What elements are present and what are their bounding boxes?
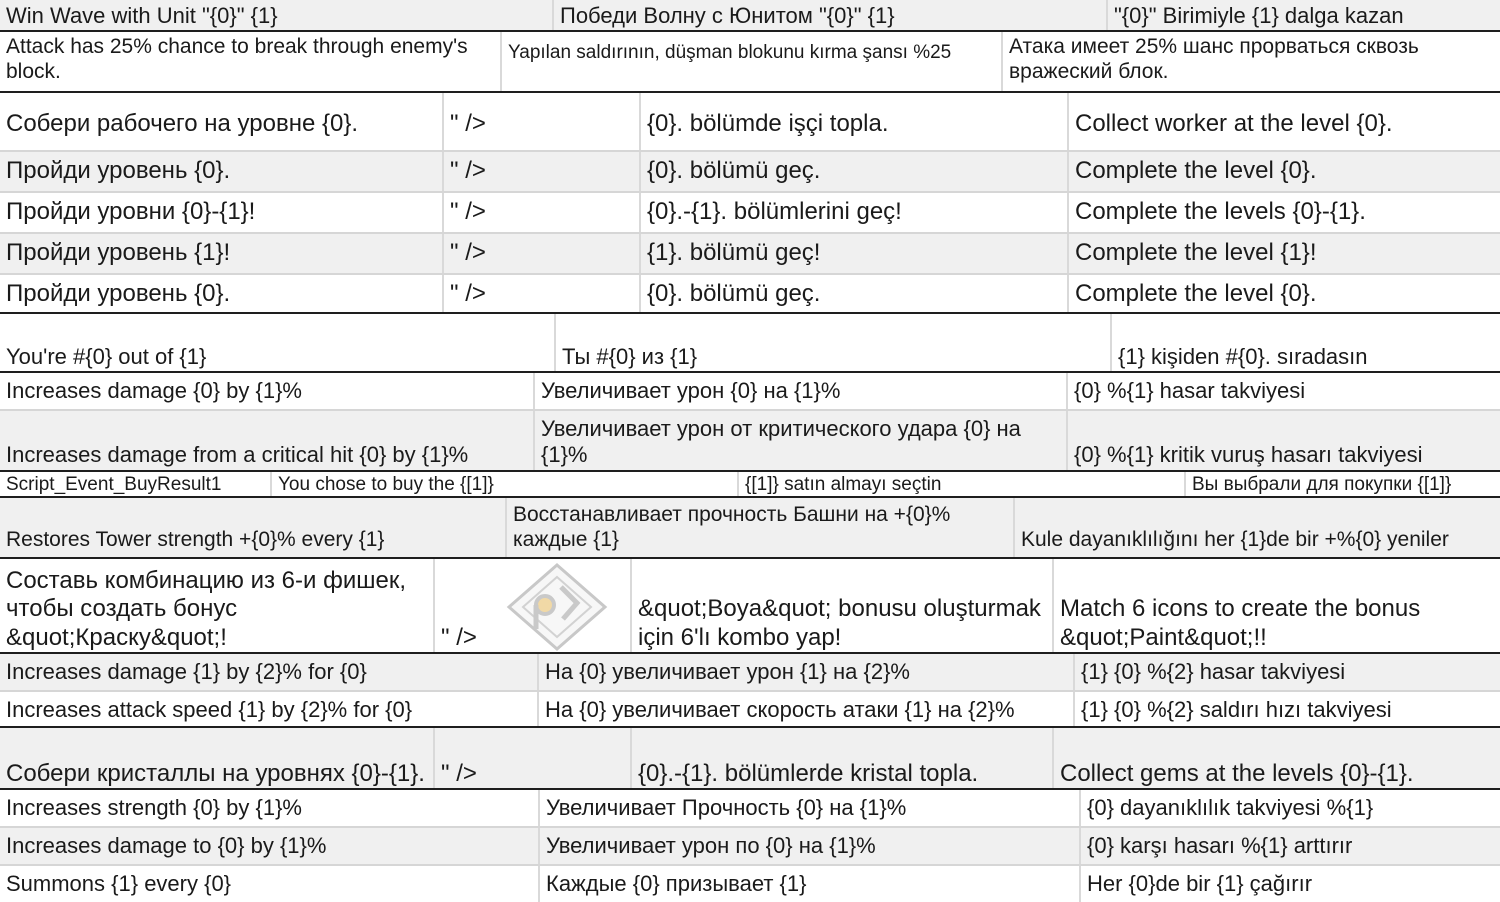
table-cell-tr: &quot;Boya&quot; bonusu oluşturmak için 6'lı kombo yap!: [630, 559, 1052, 654]
translation-band-tower: [0, 496, 1500, 559]
table-cell-tr: Kule dayanıklılığını her {1}de bir +%{0} yeniler: [1013, 498, 1500, 559]
table-cell-tr: {0}. bölümü geç.: [639, 275, 1067, 314]
translation-band-gems: [0, 726, 1500, 790]
table-cell-ru: Увеличивает Прочность {0} на {1}%: [538, 790, 1079, 826]
table-row: [0, 373, 1500, 409]
translation-band-buy-result: [0, 470, 1500, 498]
table-row: [0, 32, 1500, 93]
table-cell-en: Match 6 icons to create the bonus &quot;Paint&quot;!!: [1052, 559, 1500, 654]
table-cell-ru: Увеличивает урон от критического удара {0} на {1}%: [533, 411, 1066, 472]
watermark-logo-icon: [505, 563, 609, 651]
table-row: [0, 273, 1500, 314]
table-cell-en: Collect gems at the levels {0}-{1}.: [1052, 728, 1500, 790]
translation-band-damage: [0, 371, 1500, 472]
table-cell-ru: Каждые {0} призывает {1}: [538, 866, 1079, 902]
table-cell-tr: {0}.-{1}. bölümlerde kristal topla.: [630, 728, 1052, 790]
table-cell-en: Increases attack speed {1} by {2}% for {0}: [6, 697, 413, 723]
table-cell-ru: Вы выбрали для покупки {[1]}: [1184, 472, 1500, 498]
table-cell-markup: " />: [442, 193, 639, 232]
table-row: [0, 498, 1500, 559]
table-cell-ru: Пройди уровень {0}.: [6, 157, 231, 185]
table-cell-tr: {0} %{1} kritik vuruş hasarı takviyesi: [1066, 411, 1500, 472]
translation-band-win-wave: [0, 0, 1500, 32]
table-cell-en: Increases damage from a critical hit {0} by {1}%: [6, 442, 469, 468]
table-cell-ru: Восстанавливает прочность Башни на +{0}% каждые {1}: [505, 498, 1013, 559]
table-cell-en: You chose to buy the {[1]}: [270, 472, 737, 498]
table-cell-markup: " />: [442, 152, 639, 191]
table-cell-markup: " />: [442, 93, 639, 150]
table-cell-tr: {0}.-{1}. bölümlerini geç!: [639, 193, 1067, 232]
table-cell-en: Increases damage {0} by {1}%: [6, 378, 302, 404]
table-cell-tr: {0} dayanıklılık takviyesi %{1}: [1079, 790, 1500, 826]
table-cell-markup: " />: [433, 559, 630, 654]
table-row: [0, 472, 1500, 498]
table-cell-tr: {[1]} satın almayı seçtin: [737, 472, 1184, 498]
table-row: [0, 864, 1500, 902]
table-cell-en: Complete the levels {0}-{1}.: [1067, 193, 1500, 232]
table-cell-en: Attack has 25% chance to break through enemy's block.: [6, 35, 468, 83]
table-row: [0, 314, 1500, 373]
table-cell-markup: " />: [433, 728, 630, 790]
translation-band-attack-chance: [0, 30, 1500, 93]
table-cell-en: Complete the level {1}!: [1067, 234, 1500, 273]
table-row: [0, 150, 1500, 191]
table-cell-en: Summons {1} every {0}: [6, 871, 232, 897]
table-cell-ru: Составь комбинацию из 6-и фишек, чтобы создать бонус &quot;Краску&quot;!: [6, 567, 407, 651]
table-row: [0, 409, 1500, 472]
table-cell-markup: " />: [442, 234, 639, 273]
table-cell-tr: {0}. bölümde işçi topla.: [639, 93, 1067, 150]
table-cell-tr: {0}. bölümü geç.: [639, 152, 1067, 191]
table-cell-en: You're #{0} out of {1}: [6, 344, 207, 370]
table-row: [0, 0, 1500, 32]
table-cell-en: Collect worker at the level {0}.: [1067, 93, 1500, 150]
table-cell-ru: На {0} увеличивает урон {1} на {2}%: [537, 654, 1073, 690]
table-cell-tr: {1} kişiden #{0}. sıradasın: [1110, 314, 1500, 373]
translation-band-rank: [0, 312, 1500, 373]
translation-band-strength: [0, 788, 1500, 900]
table-cell-ru: Атака имеет 25% шанс прорваться сквозь вражеский блок.: [1001, 32, 1500, 93]
table-row: [0, 232, 1500, 273]
table-cell-en: Win Wave with Unit "{0}" {1}: [6, 3, 278, 29]
table-cell-ru: Пройди уровни {0}-{1}!: [6, 198, 256, 226]
table-cell-ru: Собери кристаллы на уровнях {0}-{1}.: [6, 759, 425, 787]
table-cell-tr: {0} karşı hasarı %{1} arttırır: [1079, 828, 1500, 864]
table-cell-ru: Ты #{0} из {1}: [554, 314, 1110, 373]
table-cell-ru: На {0} увеличивает скорость атаки {1} на {2}%: [537, 692, 1073, 728]
table-cell-tr: {1}. bölümü geç!: [639, 234, 1067, 273]
table-cell-ru: Увеличивает урон {0} на {1}%: [533, 373, 1066, 409]
table-cell-en: Complete the level {0}.: [1067, 275, 1500, 314]
table-row: [0, 728, 1500, 790]
table-cell-markup: " />: [442, 275, 639, 314]
table-cell-tr: Her {0}de bir {1} çağırır: [1079, 866, 1500, 902]
table-cell-tr: Yapılan saldırının, düşman blokunu kırma şansı %25: [500, 32, 1001, 93]
table-cell-en: Restores Tower strength +{0}% every {1}: [6, 528, 385, 552]
table-cell-tr: {1} {0} %{2} saldırı hızı takviyesi: [1073, 692, 1500, 728]
table-cell-ru: Победи Волну с Юнитом "{0}" {1}: [552, 0, 1106, 32]
table-cell-en: Increases damage {1} by {2}% for {0}: [6, 659, 367, 685]
table-cell-en: Increases damage to {0} by {1}%: [6, 833, 327, 859]
table-row: [0, 826, 1500, 864]
table-cell-key: Script_Event_BuyResult1: [6, 473, 222, 495]
table-row: [0, 654, 1500, 690]
translation-band-buffs: [0, 652, 1500, 728]
table-cell-tr: {0} %{1} hasar takviyesi: [1066, 373, 1500, 409]
table-cell-tr: "{0}" Birimiyle {1} dalga kazan: [1106, 0, 1500, 32]
table-cell-ru: Пройди уровень {0}.: [6, 280, 231, 308]
table-cell-ru: Увеличивает урон по {0} на {1}%: [538, 828, 1079, 864]
table-cell-ru: Пройди уровень {1}!: [6, 239, 231, 267]
table-row: [0, 559, 1500, 654]
table-row: [0, 93, 1500, 150]
table-cell-ru: Собери рабочего на уровне {0}.: [6, 109, 359, 137]
table-cell-en: Increases strength {0} by {1}%: [6, 795, 302, 821]
table-row: [0, 690, 1500, 728]
table-cell-en: Complete the level {0}.: [1067, 152, 1500, 191]
translation-band-levels: [0, 91, 1500, 314]
table-row: [0, 790, 1500, 826]
table-cell-tr: {1} {0} %{2} hasar takviyesi: [1073, 654, 1500, 690]
translation-band-paint-bonus: [0, 557, 1500, 654]
table-row: [0, 191, 1500, 232]
